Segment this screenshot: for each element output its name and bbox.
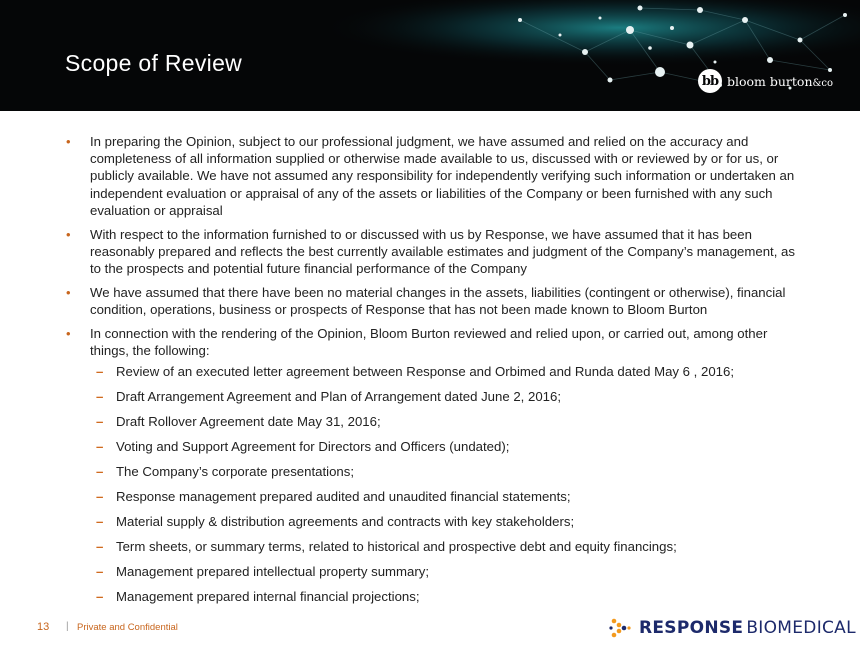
bullet-text: In preparing the Opinion, subject to our professional judgment, we have assumed and relied on the accuracy and completeness of all information supplied or otherwise made available to us, discussed with or reviewed by or for us, or publicly available. We have not assumed any responsibility for independently verifying such information or undertaken an independent evaluation or appraisal of any of the assets or liabilities of the Company or been furnished with any such evaluation or appraisal [90, 134, 795, 218]
bullet-icon: • [66, 134, 71, 149]
sub-item-list [90, 363, 798, 613]
sub-item [90, 538, 798, 563]
bullet-text: In connection with the rendering of the Opinion, Bloom Burton reviewed and relied upon, or carried out, among other things, the following: [90, 325, 768, 358]
sub-item [90, 488, 798, 513]
sub-item [90, 363, 798, 388]
sub-item [90, 413, 798, 438]
sub-item-text: Management prepared internal financial projections; [116, 588, 420, 604]
bullet-item [0, 226, 860, 278]
sub-item [90, 513, 798, 538]
bullet-icon: • [66, 325, 71, 341]
biomedical-wordmark: BIOMEDICAL [746, 618, 856, 638]
bullet-list [0, 133, 860, 613]
dash-icon: – [96, 488, 104, 504]
slide-body [0, 133, 860, 619]
title-banner [0, 0, 860, 111]
bloom-burton-logo [698, 67, 833, 95]
sub-item [90, 388, 798, 413]
dash-icon: – [96, 563, 104, 579]
bullet-item [0, 284, 860, 318]
dash-icon: – [96, 413, 104, 429]
page-number: 13 [37, 621, 50, 633]
sub-item-text: Response management prepared audited and unaudited financial statements; [116, 488, 571, 504]
bloom-burton-mark-icon: bb [698, 69, 722, 93]
sub-item-text: Management prepared intellectual property summary; [116, 563, 429, 579]
confidential-label: Private and Confidential [77, 622, 178, 633]
dash-icon: – [96, 513, 104, 529]
dash-icon: – [96, 588, 104, 604]
sub-item-text: Draft Arrangement Agreement and Plan of Arrangement dated June 2, 2016; [116, 388, 561, 404]
sub-item [90, 463, 798, 488]
bullet-icon: • [66, 226, 71, 242]
bullet-item [0, 325, 860, 613]
sub-item-text: Draft Rollover Agreement date May 31, 2016; [116, 413, 381, 429]
dash-icon: – [96, 463, 104, 479]
sub-item-text: Review of an executed letter agreement between Response and Orbimed and Runda dated May 6 , 2016; [116, 363, 735, 379]
bullet-text: We have assumed that there have been no material changes in the assets, liabilities (contingent or otherwise), financial condition, operations, business or prospects of Response that has not been made known to Bloom Burton [90, 284, 786, 317]
page-title: Scope of Review [65, 50, 243, 76]
sub-item-text: Term sheets, or summary terms, related to historical and prospective debt and equity financings; [116, 538, 677, 554]
bullet-item [0, 133, 860, 219]
sub-item [90, 438, 798, 463]
dash-icon: – [96, 363, 104, 379]
bullet-text: With respect to the information furnished to or discussed with us by Response, we have assumed that it has been reasonably prepared and reflects the best currently available estimates and judgment of the Company’s management, as to the prospects and potential future financial performance of the Company [90, 226, 795, 276]
bullet-icon: • [66, 284, 71, 300]
footer-separator: | [66, 621, 69, 632]
dash-icon: – [96, 538, 104, 554]
sub-item [90, 563, 798, 588]
response-biomedical-logo [608, 616, 856, 640]
response-wordmark: RESPONSE [639, 618, 744, 638]
sub-item-text: Material supply & distribution agreements and contracts with key stakeholders; [116, 513, 575, 529]
slide-footer [0, 615, 860, 645]
sub-item-text: Voting and Support Agreement for Directors and Officers (undated); [116, 438, 510, 454]
bloom-burton-wordmark: bloom burton&co [727, 73, 834, 89]
dash-icon: – [96, 388, 104, 404]
dash-icon: – [96, 438, 104, 454]
response-biomedical-mark-icon [608, 616, 632, 640]
sub-item [90, 588, 798, 613]
sub-item-text: The Company’s corporate presentations; [116, 463, 354, 479]
